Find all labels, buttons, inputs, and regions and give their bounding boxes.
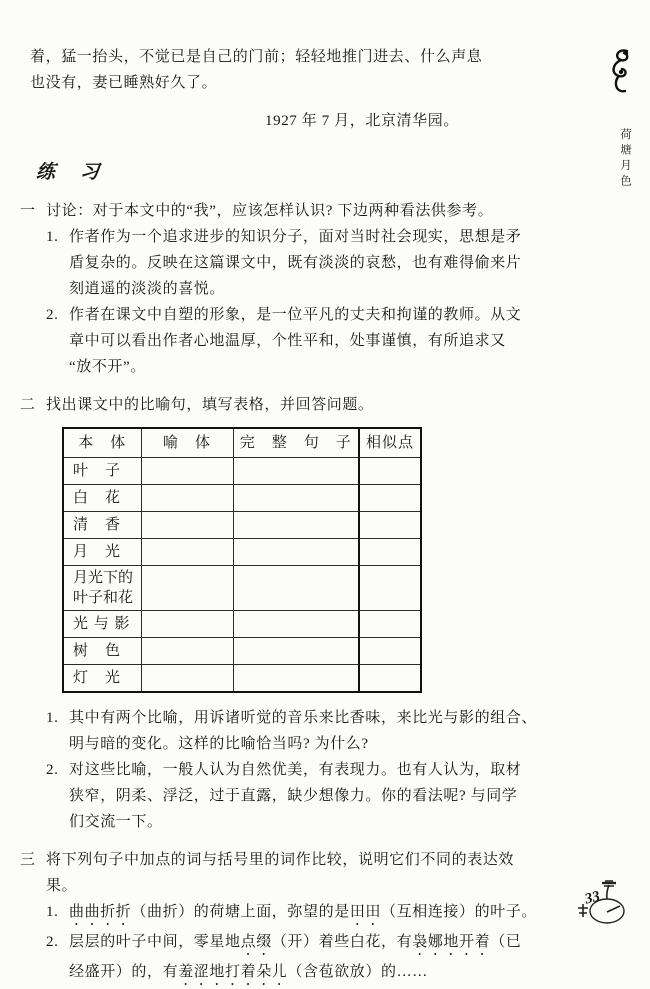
- item-number: 2.: [46, 307, 59, 323]
- section-three-marker: 三: [20, 851, 36, 868]
- list-item: [46, 929, 586, 989]
- section-three: [20, 847, 586, 989]
- item-line: 们交流一下。: [69, 813, 163, 830]
- table-cell-empty: [359, 484, 421, 511]
- section-three-intro-line: 将下列句子中加点的词与括号里的词作比较，说明它们不同的表达效: [46, 851, 515, 868]
- emphasized-word: 羞涩地打着朵儿: [178, 963, 288, 980]
- list-item: [46, 705, 586, 757]
- table-cell-empty: [233, 637, 359, 664]
- column-header: 相似点: [359, 428, 421, 457]
- closing-line: 着，猛一抬头，不觉已是自己的门前；轻轻地推门进去、什么声息: [30, 49, 483, 65]
- item-number: 1.: [46, 229, 59, 245]
- section-two: [20, 392, 586, 835]
- item-text: （开）着些白花，有: [271, 933, 413, 950]
- table-cell-empty: [141, 538, 233, 565]
- row-label: 灯 光: [63, 664, 141, 692]
- emphasized-word: 点缀: [240, 933, 272, 950]
- row-label: 光 与 影: [63, 610, 141, 637]
- table-cell-empty: [233, 610, 359, 637]
- column-header: 完 整 句 子: [233, 428, 359, 457]
- table-cell-empty: [233, 511, 359, 538]
- emphasized-word: 曲曲折折: [69, 903, 132, 920]
- column-header: 喻 体: [141, 428, 233, 457]
- emphasized-word: 田田: [349, 903, 382, 920]
- table-cell-empty: [141, 637, 233, 664]
- section-one-marker: 一: [20, 203, 36, 219]
- section-two-intro: 找出课文中的比喻句，填写表格，并回答问题。: [46, 397, 374, 413]
- item-number: 1.: [46, 709, 59, 726]
- list-item: [46, 224, 586, 302]
- page-content: [20, 44, 586, 989]
- metaphor-fill-table: [62, 427, 422, 693]
- item-line: 狭窄，阴柔、浮泛，过于直露，缺少想像力。你的看法呢? 与同学: [69, 787, 518, 804]
- table-cell-empty: [141, 664, 233, 692]
- table-cell-empty: [141, 484, 233, 511]
- flower-page-number-ornament: [574, 878, 634, 928]
- row-label: 树 色: [63, 637, 141, 664]
- list-item: [46, 302, 586, 380]
- item-text: 层层的叶子中间，零星地: [69, 933, 241, 950]
- row-label: 月光下的叶子和花: [63, 565, 141, 610]
- item-line: 作者在课文中自塑的形象，是一位平凡的丈夫和拘谨的教师。从文: [69, 307, 522, 323]
- item-text: （互相连接）的叶子。: [381, 903, 538, 920]
- row-label: 叶 子: [63, 457, 141, 484]
- practice-heading: 练 习: [35, 162, 103, 183]
- section-three-intro-line: 果。: [46, 877, 78, 894]
- table-cell-empty: [359, 610, 421, 637]
- row-label: 白 花: [63, 484, 141, 511]
- margin-lesson-title: 荷塘月色: [619, 128, 631, 190]
- item-line: [69, 929, 586, 959]
- row-label: 清 香: [63, 511, 141, 538]
- section-one: [20, 198, 586, 380]
- item-text: 经盛开）的，有: [69, 963, 179, 980]
- table-cell-empty: [359, 637, 421, 664]
- table-row: [63, 538, 421, 565]
- table-row: [63, 511, 421, 538]
- table-header-row: [63, 428, 421, 457]
- item-text: （已: [490, 933, 522, 950]
- table-row: [63, 565, 421, 610]
- closing-paragraph: [30, 44, 586, 96]
- flourish-icon: [608, 46, 634, 103]
- table-row: [63, 610, 421, 637]
- table-row: [63, 637, 421, 664]
- row-label: 月 光: [63, 538, 141, 565]
- item-line: 刻逍遥的淡淡的喜悦。: [69, 281, 226, 297]
- table-cell-empty: [359, 511, 421, 538]
- table-cell-empty: [233, 484, 359, 511]
- item-line: 对这些比喻，一般人认为自然优美，有表现力。也有人认为，取材: [69, 761, 522, 778]
- item-line: 作者作为一个追求进步的知识分子，面对当时社会现实，思想是矛: [69, 229, 522, 245]
- item-number: 1.: [46, 903, 59, 920]
- item-line: “放不开”。: [69, 359, 146, 375]
- flower-icon: [574, 878, 634, 928]
- table-cell-empty: [141, 610, 233, 637]
- table-cell-empty: [233, 565, 359, 610]
- item-line: [69, 959, 586, 989]
- table-cell-empty: [359, 538, 421, 565]
- item-number: 2.: [46, 761, 59, 778]
- item-line: 盾复杂的。反映在这篇课文中，既有淡淡的哀愁，也有难得偷来片: [69, 255, 522, 271]
- item-text: （含苞欲放）的……: [287, 963, 428, 980]
- list-item: [46, 899, 586, 929]
- page-number: 33: [583, 888, 602, 908]
- table-cell-empty: [141, 565, 233, 610]
- item-number: 2.: [46, 933, 59, 950]
- column-header: 本 体: [63, 428, 141, 457]
- closing-line: 也没有，妻已睡熟好久了。: [30, 75, 218, 91]
- item-line: [69, 899, 586, 929]
- section-two-marker: 二: [20, 397, 36, 413]
- item-line: 其中有两个比喻，用诉诸听觉的音乐来比香味，来比光与影的组合、: [69, 709, 538, 726]
- item-line: 章中可以看出作者心地温厚，个性平和，处事谨慎，有所追求又: [69, 333, 506, 349]
- table-cell-empty: [359, 457, 421, 484]
- table-row: [63, 664, 421, 692]
- list-item: [46, 757, 586, 835]
- table-row: [63, 457, 421, 484]
- table-cell-empty: [359, 565, 421, 610]
- section-one-intro: 讨论：对于本文中的“我”，应该怎样认识? 下边两种看法供参考。: [46, 203, 494, 219]
- table-cell-empty: [141, 511, 233, 538]
- emphasized-word: 袅娜地开着: [412, 933, 491, 950]
- dateline: 1927 年 7 月，北京清华园。: [265, 113, 459, 129]
- table-cell-empty: [359, 664, 421, 692]
- table-cell-empty: [233, 538, 359, 565]
- table-cell-empty: [233, 664, 359, 692]
- item-line: 明与暗的变化。这样的比喻恰当吗? 为什么?: [69, 735, 369, 752]
- table-cell-empty: [233, 457, 359, 484]
- table-row: [63, 484, 421, 511]
- table-cell-empty: [141, 457, 233, 484]
- item-text: （曲折）的荷塘上面，弥望的是: [131, 903, 350, 920]
